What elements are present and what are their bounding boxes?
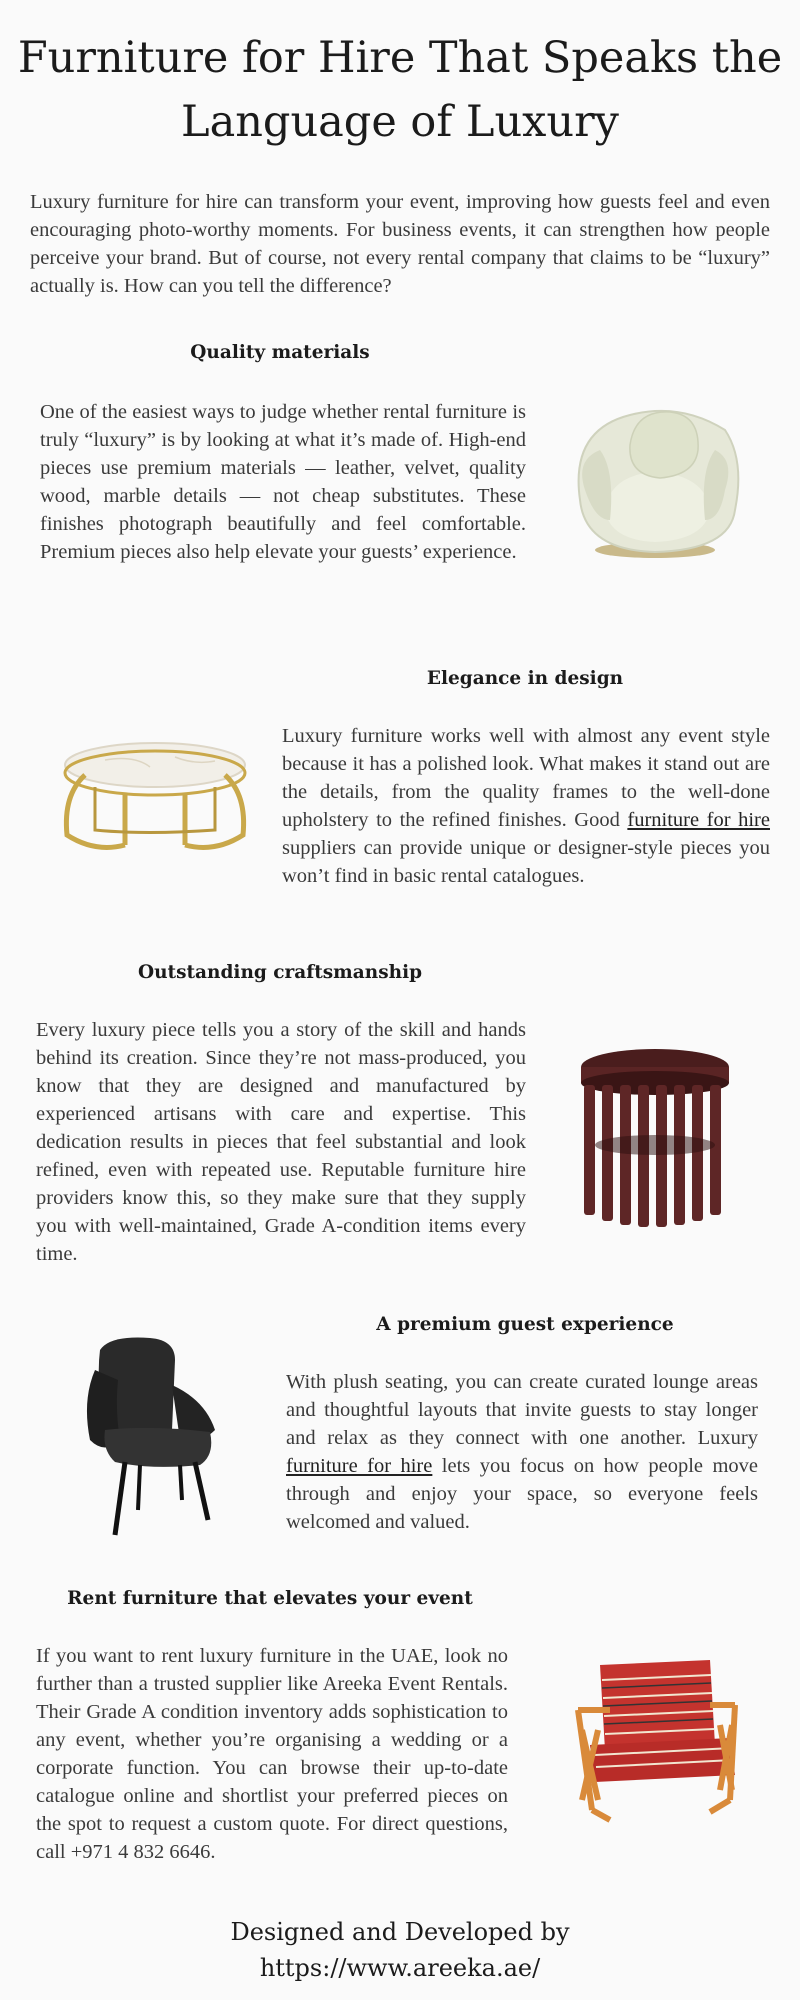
section-body-rent-furniture: If you want to rent luxury furniture in the UAE, look no further than a trusted supplier like Areeka Event Rentals. Their Grade A condition inventory adds sophistication to any event, whether you’re organising a wedding or a corporate function. You can browse their up-to-date catalogue online and shortlist your preferred pieces on the spot to request a custom quote. For direct questions, call +971 4 832 6646. (36, 1645, 508, 1863)
black-wingback-chair-icon (80, 1330, 230, 1540)
section-heading-elegance-in-design: Elegance in design (426, 668, 624, 689)
furniture-for-hire-link[interactable]: furniture for hire (627, 809, 770, 831)
footer-website-link[interactable]: https://www.areeka.ae/ (259, 1954, 541, 1982)
footer-credit-line: Designed and Developed by (230, 1918, 570, 1946)
furniture-for-hire-link[interactable]: furniture for hire (286, 1455, 433, 1477)
body-text-after-link: lets you focus on how people move through and enjoy your space, so everyone feels welcomed and valued. (286, 1455, 758, 1533)
body-text-after-link: suppliers can provide unique or designer-style pieces you won’t find in basic rental catalogues. (282, 837, 770, 887)
body-text-before-link: With plush seating, you can create curated lounge areas and thoughtful layouts that invite guests to stay longer and relax as they connect with one another. Luxury (286, 1371, 758, 1449)
intro-paragraph: Luxury furniture for hire can transform your event, improving how guests feel and even encouraging photo-worthy moments. For business events, it can strengthen how people perceive your brand. But of course, not every rental company that claims to be “luxury” actually is. How can you tell the difference? (30, 191, 770, 297)
section-heading-quality-materials: Quality materials (190, 342, 370, 363)
body-text-before-link: Luxury furniture works well with almost any event style because it has a polished look. What makes it stand out are the details, from the quality frames to the well-done upholstery to the refined finishes. Good (282, 725, 770, 831)
section-heading-rent-furniture: Rent furniture that elevates your event (67, 1588, 473, 1609)
wooden-side-table-icon (578, 1045, 733, 1230)
page-title: Furniture for Hire That Speaks the Language of Luxury (17, 33, 783, 147)
section-heading-outstanding-craftsmanship: Outstanding craftsmanship (137, 962, 423, 983)
section-body-quality-materials: One of the easiest ways to judge whether rental furniture is truly “luxury” is by looking at what it’s made of. High-end pieces use premium materials — leather, velvet, quality wood, marble details — not cheap substitutes. These finishes photograph beautifully and feel comfortable. Premium pieces also help elevate your guests’ experience. (40, 401, 526, 563)
footer (0, 1914, 800, 1986)
section-heading-premium-guest-experience: A premium guest experience (376, 1314, 674, 1335)
section-body-elegance-in-design (282, 722, 770, 890)
section-body-outstanding-craftsmanship: Every luxury piece tells you a story of the skill and hands behind its creation. Since they’re not mass-produced, you know that they are designed and manufactured by experienced artisans with care and expertise. This dedication results in pieces that feel substantial and look refined, even with repeated use. Reputable furniture hire providers know this, so they make sure that they supply you with well-maintained, Grade A-condition items every time. (36, 1019, 526, 1265)
marble-coffee-table-icon (55, 735, 255, 865)
section-body-premium-guest-experience (286, 1368, 758, 1536)
cream-armchair-icon (560, 390, 750, 570)
arabic-pattern-armchair-icon (570, 1650, 745, 1825)
